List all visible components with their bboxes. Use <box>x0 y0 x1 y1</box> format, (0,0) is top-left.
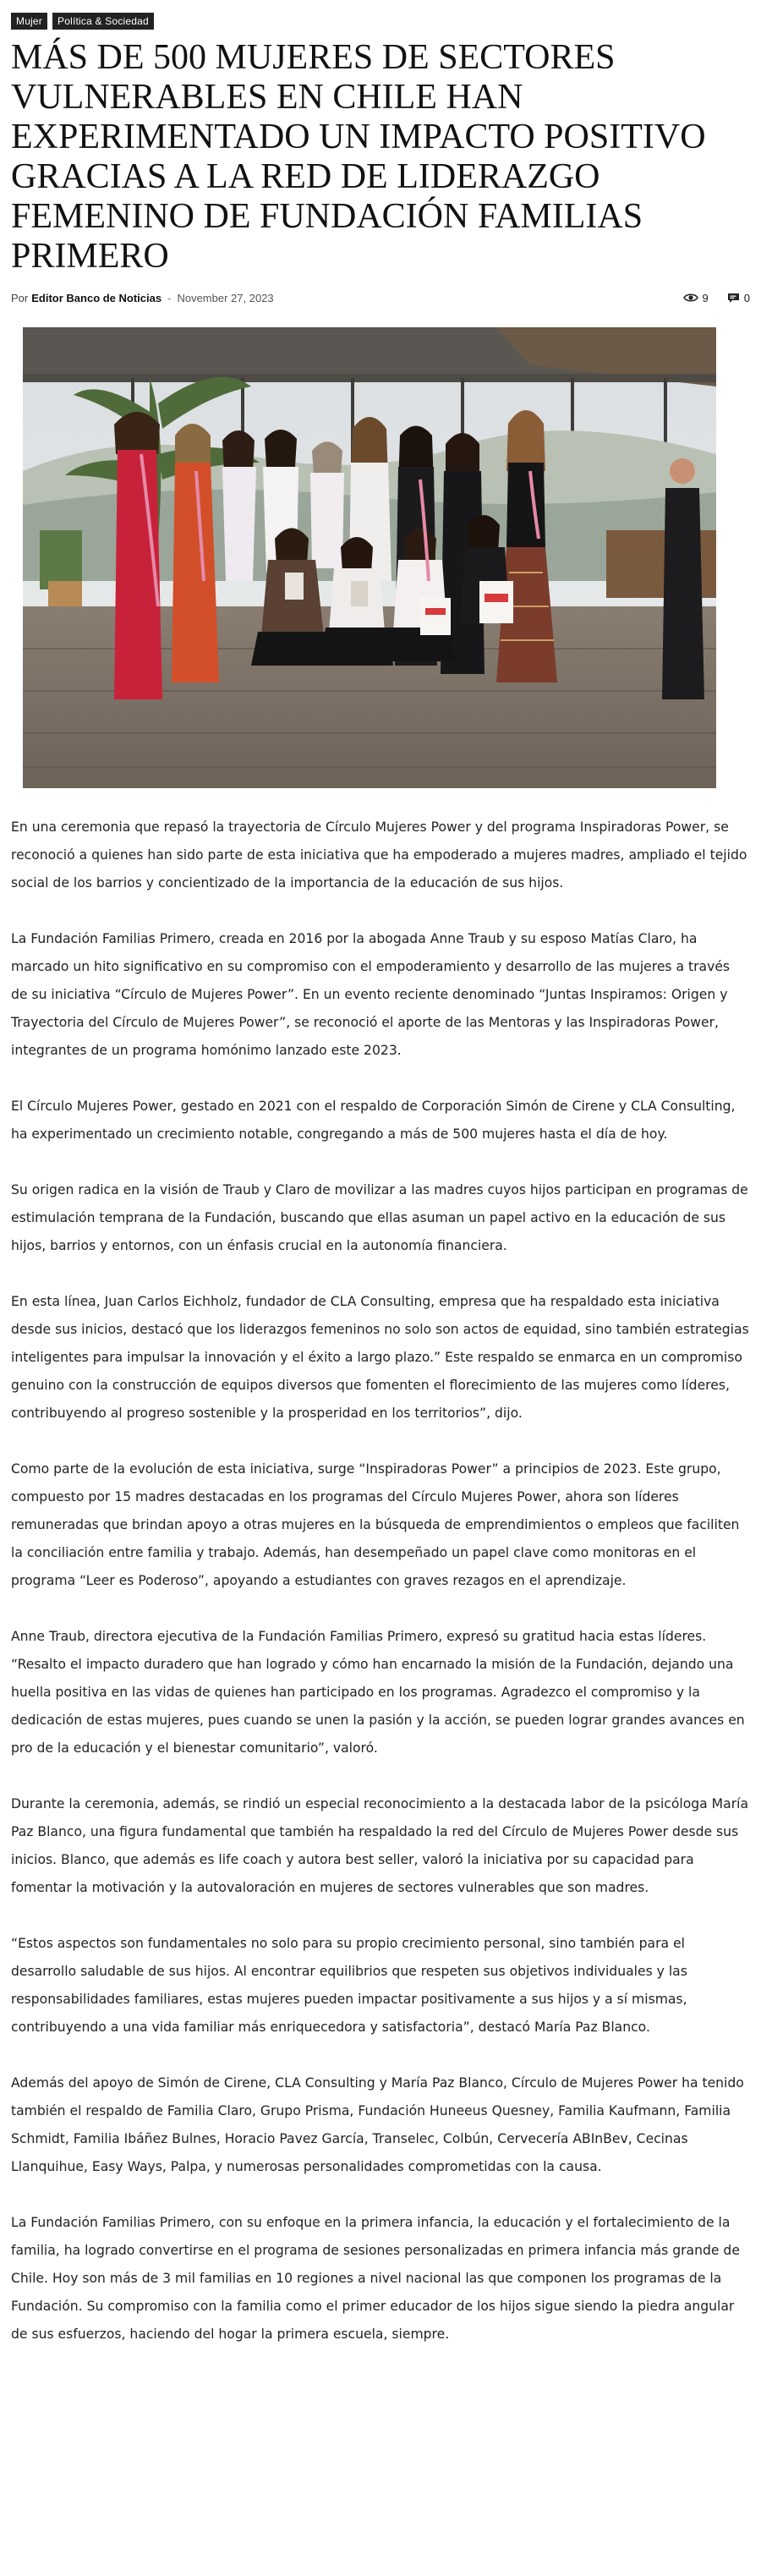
author-link[interactable]: Editor Banco de Noticias <box>31 291 162 304</box>
paragraph: Anne Traub, directora ejecutiva de la Fundación Familias Primero, expresó su gratitud hacia estas líderes. “Resalto el impacto duradero que han logrado y cómo han encarnado la misión de la Fundación, dejando una huella positiva en las vidas de quienes han participado en los programas. Agradezco el compromiso y la dedicación de estas mujeres, pues cuando se unen la pasión y la acción, se pueden lograr grandes avances en pro de la educación y el bienestar comunitario”, valoró. <box>11 1629 745 1756</box>
featured-photo <box>23 327 716 788</box>
author-prefix: Por <box>11 291 29 304</box>
eye-icon <box>683 293 698 303</box>
paragraph: Además del apoyo de Simón de Cirene, CLA Consulting y María Paz Blanco, Círculo de Mujeres Power ha tenido también el respaldo de Familia Claro, Grupo Prisma, Fundación Huneeus Quesney, Familia Kaufmann, Familia Schmidt, Familia Ibáñez Bulnes, Horacio Pavez García, Transelec, Colbún, Cervecería ABInBev, Cecinas Llanquihue, Easy Ways, Palpa, y numerosas personalidades comprometidas con la causa. <box>11 2075 744 2174</box>
paragraph: “Estos aspectos son fundamentales no solo para su propio crecimiento personal, sino también para el desarrollo saludable de sus hijos. Al encontrar equilibrios que respeten sus objetivos individuales y las responsabilidades familiares, estas mujeres pueden impactar positivamente a sus hijos y a sí mismas, contribuyendo a una vida familiar más enriquecedora y satisfactoria”, destacó María Paz Blanco. <box>11 1936 687 2035</box>
paragraph: En una ceremonia que repasó la trayectoria de Círculo Mujeres Power y del programa Inspiradoras Power, se reconoció a quienes han sido parte de esta iniciativa que ha empoderado a mujeres madres, ampliado el tejido social de los barrios y concientizado de la importancia de la educación de sus hijos. <box>11 819 747 891</box>
article-body <box>11 814 750 2349</box>
tag-politica-sociedad[interactable]: Política & Sociedad <box>52 13 154 30</box>
article-container <box>0 0 761 306</box>
paragraph: En esta línea, Juan Carlos Eichholz, fundador de CLA Consulting, empresa que ha respaldado esta iniciativa desde sus inicios, destacó que los liderazgos femeninos no solo son actos de equidad, sino también estrategias inteligentes para impulsar la innovación y el éxito a largo plazo.” Este respaldo se enmarca en un compromiso genuino con la construcción de equipos diversos que fomenten el florecimiento de las mujeres como líderes, contribuyendo al progreso sostenible y la prosperidad en los territorios”, dijo. <box>11 1294 749 1421</box>
paragraph: El Círculo Mujeres Power, gestado en 2021 con el respaldo de Corporación Simón de Cirene y CLA Consulting, ha experimentado un crecimiento notable, congregando a más de 500 mujeres hasta el día de hoy. <box>11 1099 736 1142</box>
publish-date: November 27, 2023 <box>177 291 274 304</box>
comments-counter[interactable] <box>727 292 750 304</box>
comments-count: 0 <box>743 291 750 304</box>
category-tags <box>11 0 750 30</box>
paragraph: Como parte de la evolución de esta iniciativa, surge “Inspiradoras Power” a principios de 2023. Este grupo, compuesto por 15 madres destacadas en los programas del Círculo Mujeres Power, ahora son líderes remuneradas que brindan apoyo a otras mujeres en la búsqueda de emprendimientos o empleos que faciliten la conciliación entre familia y trabajo. Además, han desempeñado un papel clave como monitoras en el programa “Leer es Poderoso”, apoyando a estudiantes con graves rezagos en el aprendizaje. <box>11 1461 740 1588</box>
paragraph: Durante la ceremonia, además, se rindió un especial reconocimiento a la destacada labor de la psicóloga María Paz Blanco, una figura fundamental que también ha respaldado la red del Círculo de Mujeres Power desde sus inicios. Blanco, que además es life coach y autora best seller, valoró la iniciativa por su capacidad para fomentar la motivación y la autovaloración en mujeres de sectores vulnerables que son madres. <box>11 1796 748 1895</box>
paragraph: La Fundación Familias Primero, con su enfoque en la primera infancia, la educación y el fortalecimiento de la familia, ha logrado convertirse en el programa de sesiones personalizadas en primera infancia más grande de Chile. Hoy son más de 3 mil familias en 10 regiones a nivel nacional las que componen los programas de la Fundación. Su compromiso con la familia como el primer educador de los hijos sigue siendo la piedra angular de sus esfuerzos, haciendo del hogar la primera escuela, siempre. <box>11 2215 740 2342</box>
article-meta <box>11 289 750 306</box>
comment-icon <box>727 293 740 304</box>
views-count: 9 <box>702 291 709 304</box>
paragraph: La Fundación Familias Primero, creada en 2016 por la abogada Anne Traub y su esposo Matías Claro, ha marcado un hito significativo en su compromiso con el empoderamiento y desarrollo de las mujeres a través de su iniciativa “Círculo de Mujeres Power”. En un evento reciente denominado “Juntas Inspiramos: Origen y Trayectoria del Círculo de Mujeres Power”, se reconoció el aporte de las Mentoras y las Inspiradoras Power, integrantes de un programa homónimo lanzado este 2023. <box>11 931 731 1058</box>
article-title: MÁS DE 500 MUJERES DE SECTORES VULNERABLES EN CHILE HAN EXPERIMENTADO UN IMPACTO POSITIVO GRACIAS A LA RED DE LIDERAZGO FEMENINO DE FUNDACIÓN FAMILIAS PRIMERO <box>11 38 706 276</box>
tag-mujer[interactable]: Mujer <box>11 13 47 30</box>
paragraph: Su origen radica en la visión de Traub y Claro de movilizar a las madres cuyos hijos participan en programas de estimulación temprana de la Fundación, buscando que ellas asuman un papel activo en la educación de sus hijos, barrios y entornos, con un énfasis crucial en la autonomía financiera. <box>11 1182 748 1253</box>
meta-separator: - <box>167 291 172 304</box>
views-counter <box>683 292 709 304</box>
